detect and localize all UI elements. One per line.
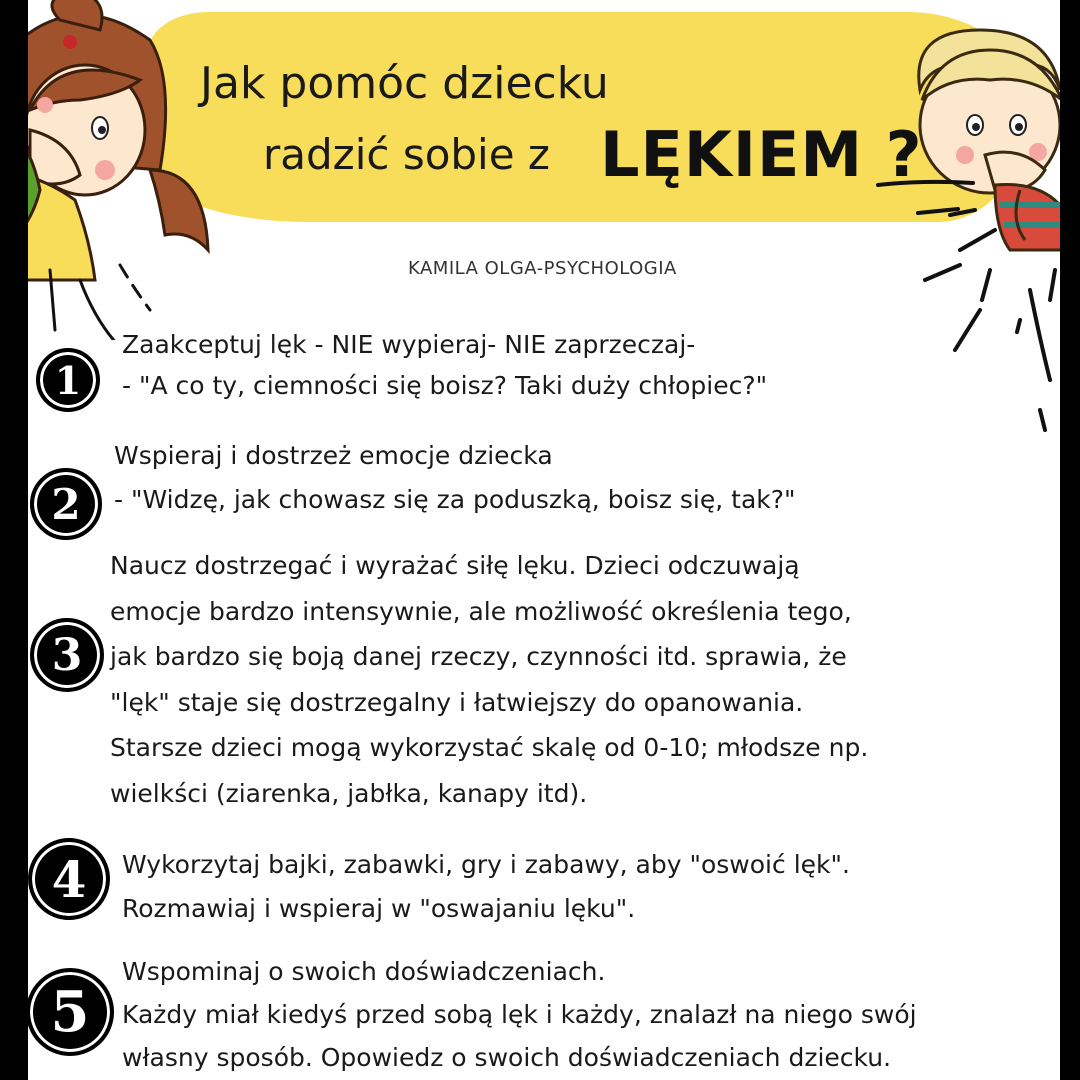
- scared-boy-illustration: [900, 20, 1060, 440]
- list-item-text: Starsze dzieci mogą wykorzystać skalę od 0-10; młodsze np.: [110, 733, 869, 762]
- list-item-text: wielkści (ziarenka, jabłka, kanapy itd).: [110, 778, 588, 808]
- list-item-text: jak bardzo się boją danej rzeczy, czynności itd. sprawia, że: [110, 642, 847, 671]
- list-item-1: [122, 324, 767, 406]
- list-item-text: "lęk" staje się dostrzegalny i łatwiejszy do opanowania.: [110, 687, 804, 717]
- scared-girl-illustration: [28, 0, 240, 340]
- number-badge-4: 4: [28, 838, 110, 920]
- number-badge-5: 5: [28, 968, 114, 1056]
- list-item-text: Wykorzytaj bajki, zabawki, gry i zabawy, aby "oswoić lęk".: [122, 850, 850, 879]
- list-item-5: [122, 950, 917, 1079]
- list-item-4: [122, 843, 850, 931]
- number-badge-2: 2: [30, 468, 102, 540]
- title-underline-stroke: [873, 165, 983, 225]
- list-item-text: Rozmawiaj i wspieraj w "oswajaniu lęku".: [122, 894, 636, 923]
- title-emphasis: LĘKIEM ?: [600, 118, 923, 191]
- title-line-2: radzić sobie z: [263, 130, 550, 179]
- list-item-text: Każdy miał kiedyś przed sobą lęk i każdy, znalazł na niego swój: [122, 1000, 917, 1029]
- list-item-text: - "A co ty, ciemności się boisz? Taki duży chłopiec?": [122, 371, 768, 400]
- list-item-text: Naucz dostrzegać i wyrażać siłę lęku. Dzieci odczuwają: [110, 551, 800, 580]
- list-item-text: Zaakceptuj lęk - NIE wypieraj- NIE zaprzeczaj-: [122, 330, 696, 359]
- number-badge-1: 1: [36, 348, 100, 412]
- infographic-page: [28, 0, 1060, 1080]
- number-badge-3: 3: [30, 618, 104, 692]
- list-item-text: własny sposób. Opowiedz o swoich doświadczeniach dziecku.: [122, 1043, 892, 1072]
- title-line-1: Jak pomóc dziecku: [200, 58, 609, 109]
- list-item-text: Wspominaj o swoich doświadczeniach.: [122, 957, 606, 986]
- list-item-3: [110, 543, 868, 816]
- list-item-text: emocje bardzo intensywnie, ale możliwość określenia tego,: [110, 596, 852, 626]
- list-item-text: - "Widzę, jak chowasz się za poduszką, boisz się, tak?": [114, 485, 796, 514]
- list-item-text: Wspieraj i dostrzeż emocje dziecka: [114, 441, 553, 470]
- list-item-2: [114, 434, 796, 522]
- author-label: KAMILA OLGA-PSYCHOLOGIA: [408, 258, 677, 279]
